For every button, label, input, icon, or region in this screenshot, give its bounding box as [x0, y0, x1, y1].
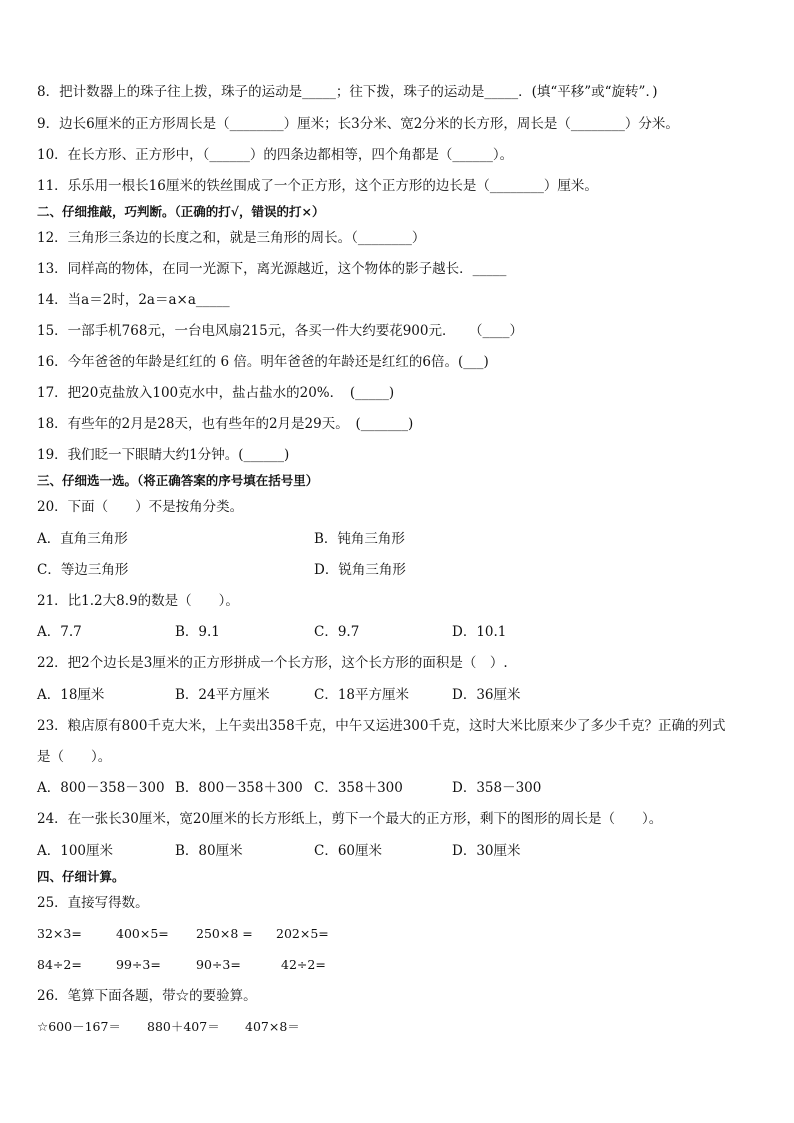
section-2-heading: 二、仔细推敲，巧判断。（正确的打√，错误的打×）: [37, 204, 325, 219]
calc-item: ☆600－167＝: [37, 1019, 121, 1034]
calc-item: 400×5=: [116, 926, 169, 941]
calc-item: 84÷2=: [37, 957, 82, 972]
calc-item: 32×3=: [37, 926, 82, 941]
question-11: 11．乐乐用一根长16厘米的铁丝围成了一个正方形，这个正方形的边长是（________）厘米。: [37, 178, 598, 194]
question-10: 10．在长方形、正方形中，（______）的四条边都相等，四个角都是（______）。: [37, 147, 514, 163]
question-9: 9．边长6厘米的正方形周长是（________）厘米；长3分米、宽2分米的长方形，周长是（________）分米。: [37, 116, 679, 132]
question-23-continued: 是（ ）。: [37, 749, 112, 765]
question-16: 16．今年爸爸的年龄是红红的 6 倍。明年爸爸的年龄还是红红的6倍。(___): [37, 354, 489, 370]
q21-option-d: D．10.1: [452, 624, 507, 640]
question-20: 20．下面（ ）不是按角分类。: [37, 499, 244, 515]
q20-option-b: B．钝角三角形: [314, 531, 405, 547]
q24-option-a: A．100厘米: [37, 843, 114, 859]
question-19: 19．我们眨一下眼睛大约1分钟。(______): [37, 447, 290, 463]
q22-option-b: B．24平方厘米: [175, 687, 270, 703]
q20-option-a: A．直角三角形: [37, 531, 128, 547]
section-4-heading: 四、仔细计算。: [37, 869, 125, 884]
question-14: 14．当a＝2时，2a＝a×a_____: [37, 292, 230, 308]
calc-item: 250×8 =: [196, 926, 253, 941]
calc-item: 407×8＝: [245, 1019, 300, 1034]
q23-option-a: A．800－358－300: [37, 780, 165, 796]
calc-item: 90÷3=: [196, 957, 241, 972]
question-15: 15．一部手机768元，一台电风扇215元，各买一件大约要花900元． （____）: [37, 323, 523, 339]
question-23: 23．粮店原有800千克大米，上午卖出358千克，中午又运进300千克，这时大米比原来少了多少千克？正确的列式: [37, 718, 726, 734]
q24-option-c: C．60厘米: [314, 843, 383, 859]
q24-option-b: B．80厘米: [175, 843, 243, 859]
q21-option-c: C．9.7: [314, 624, 360, 640]
q22-option-c: C．18平方厘米: [314, 687, 410, 703]
q21-option-b: B．9.1: [175, 624, 220, 640]
question-25: 25．直接写得数。: [37, 895, 149, 911]
question-8: 8．把计数器上的珠子往上拨，珠子的运动是_____；往下拨，珠子的运动是_____．(填“平移”或“旋转”．): [37, 84, 658, 100]
q20-option-c: C．等边三角形: [37, 562, 129, 578]
q22-option-d: D．36厘米: [452, 687, 521, 703]
q24-option-d: D．30厘米: [452, 843, 521, 859]
calc-item: 99÷3=: [116, 957, 161, 972]
q21-option-a: A．7.7: [37, 624, 82, 640]
question-24: 24．在一张长30厘米，宽20厘米的长方形纸上，剪下一个最大的正方形，剩下的图形的周长是（ ）。: [37, 811, 663, 827]
question-22: 22．把2个边长是3厘米的正方形拼成一个长方形，这个长方形的面积是（ ）.: [37, 655, 508, 671]
section-3-heading: 三、仔细选一选。（将正确答案的序号填在括号里）: [37, 473, 319, 488]
q23-option-d: D．358－300: [452, 780, 542, 796]
question-18: 18．有些年的2月是28天，也有些年的2月是29天。 (_______): [37, 416, 414, 432]
calc-item: 42÷2=: [281, 957, 326, 972]
question-17: 17．把20克盐放入100克水中，盐占盐水的20%． (_____): [37, 385, 395, 401]
question-26: 26．笔算下面各题，带☆的要验算。: [37, 988, 257, 1004]
q22-option-a: A．18厘米: [37, 687, 105, 703]
q20-option-d: D．锐角三角形: [314, 562, 406, 578]
q23-option-c: C．358＋300: [314, 780, 403, 796]
question-13: 13．同样高的物体，在同一光源下，离光源越近，这个物体的影子越长．_____: [37, 261, 507, 277]
q23-option-b: B．800－358＋300: [175, 780, 303, 796]
question-12: 12．三角形三条边的长度之和，就是三角形的周长。（________）: [37, 230, 426, 246]
calc-item: 202×5=: [276, 926, 329, 941]
calc-item: 880＋407＝: [147, 1019, 220, 1034]
question-21: 21．比1.2大8.9的数是（ ）。: [37, 593, 239, 609]
